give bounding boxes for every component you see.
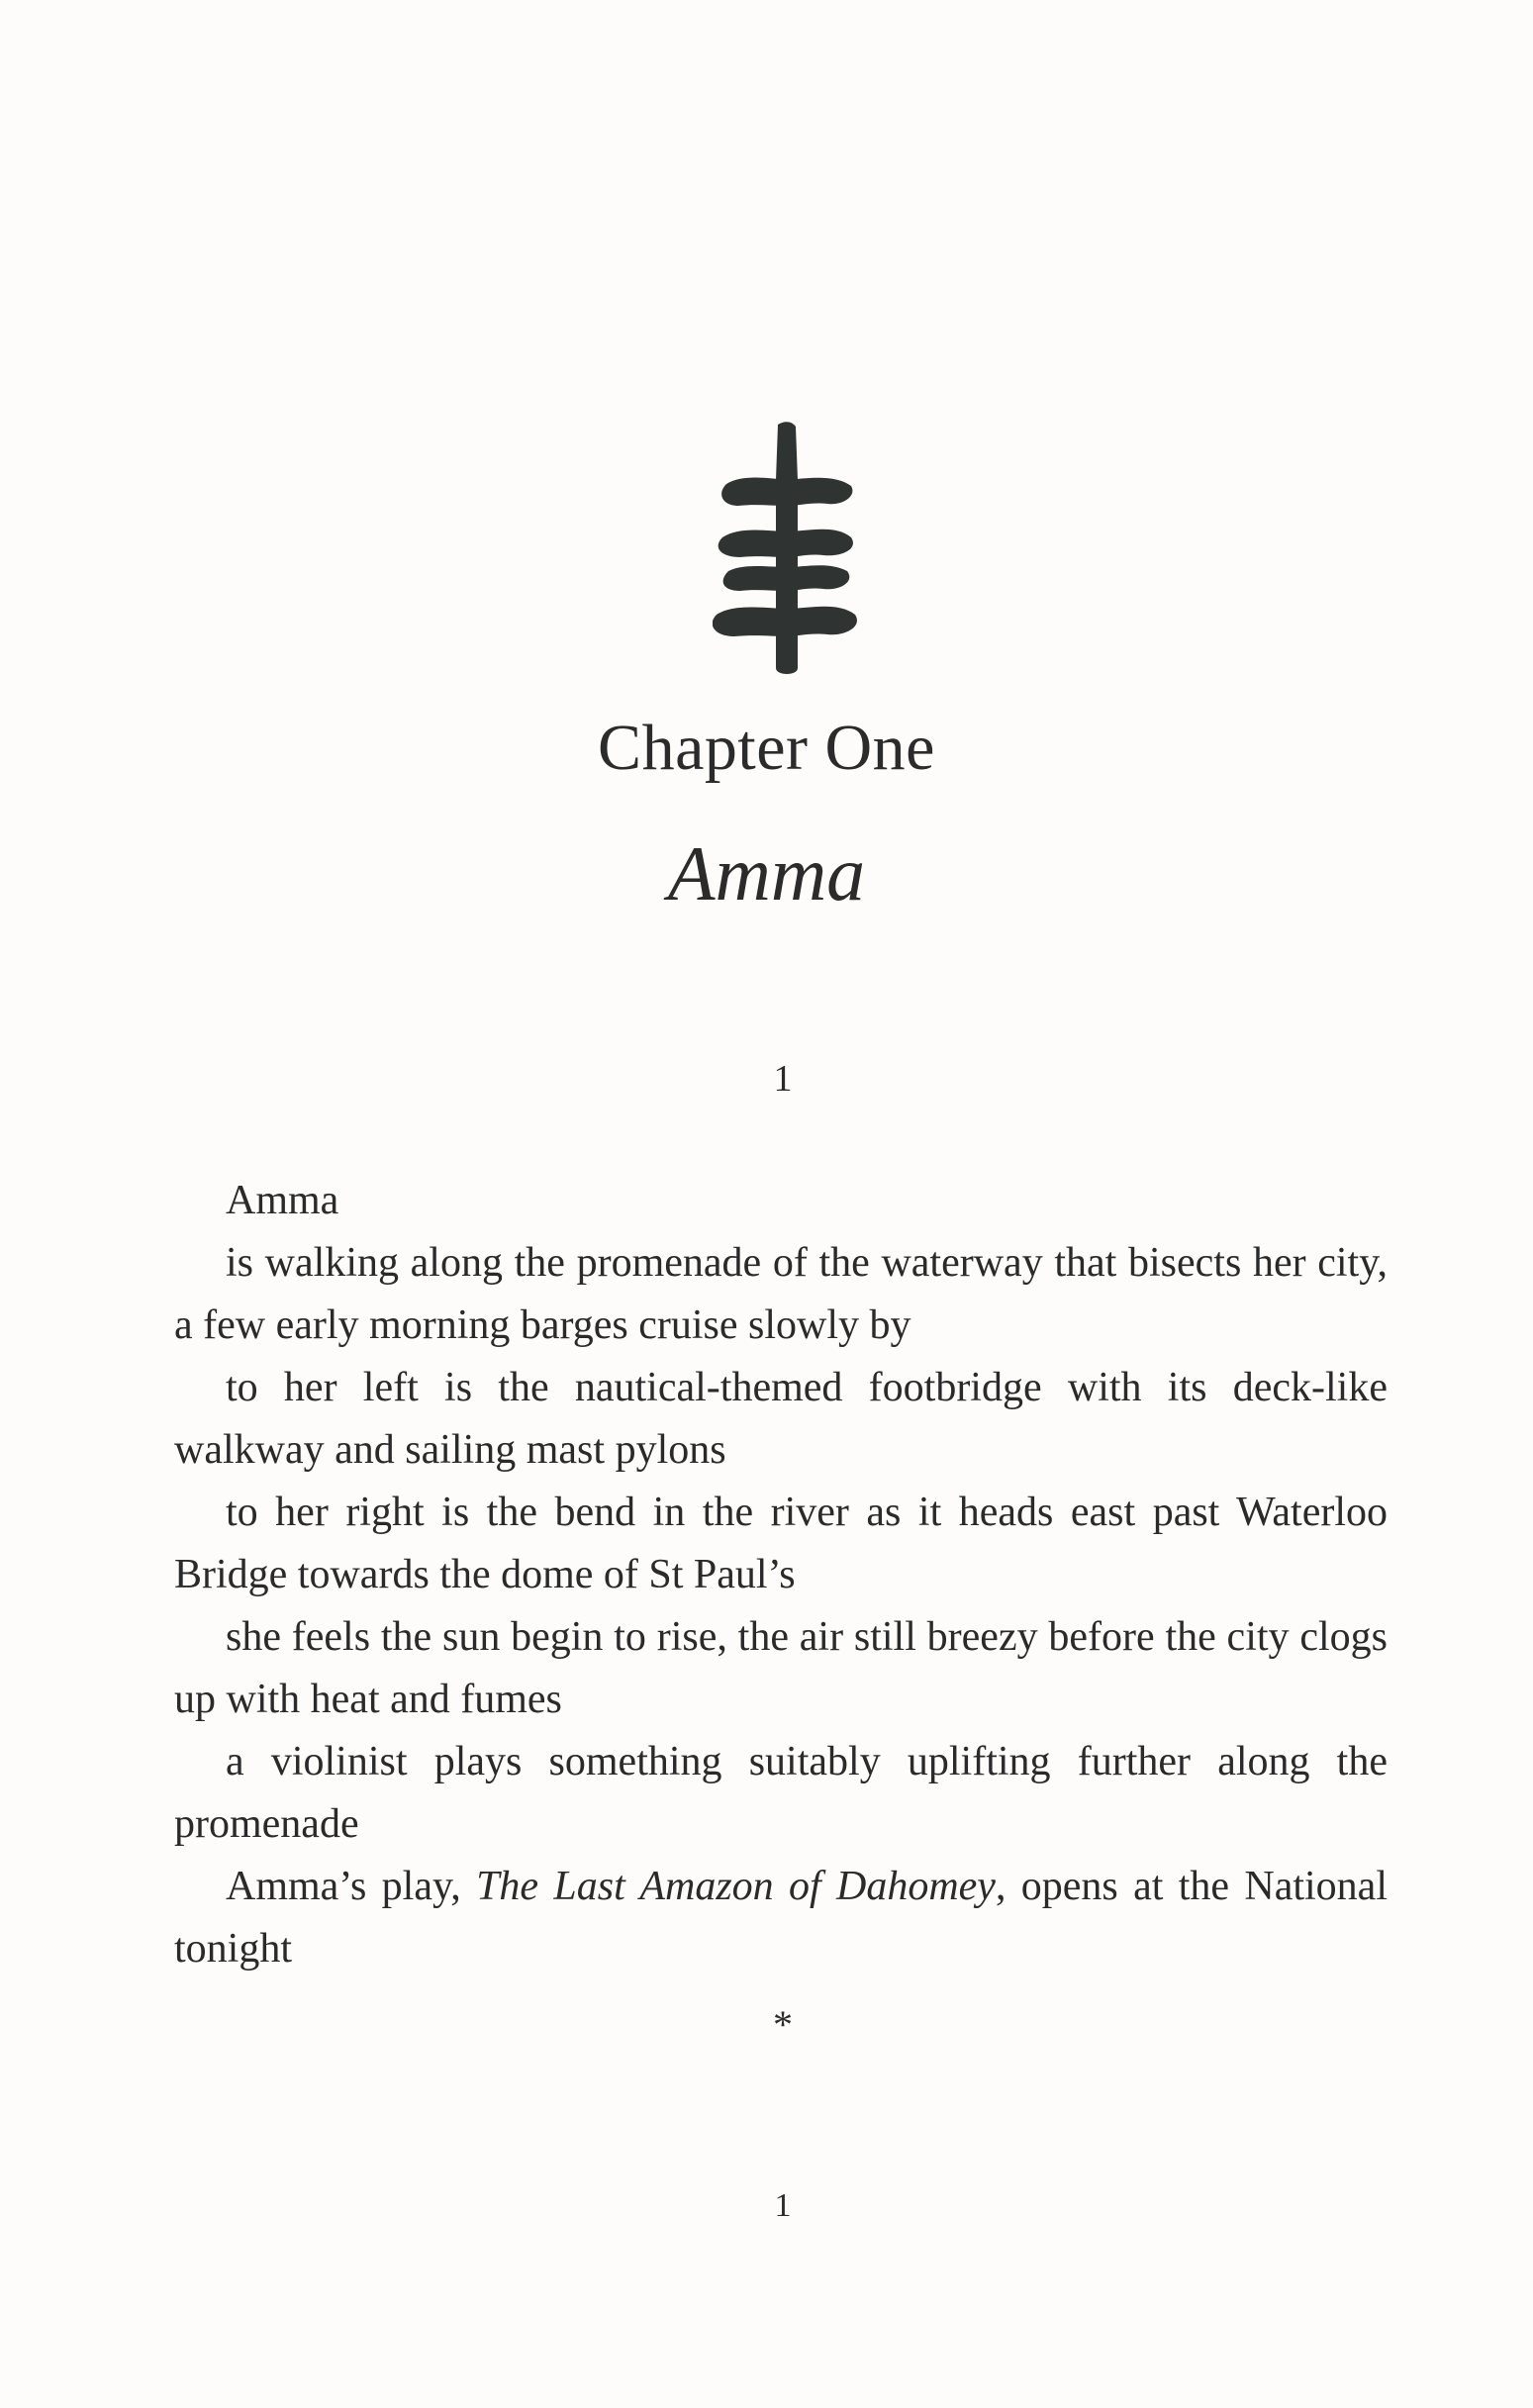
chapter-ornament-icon [713, 421, 861, 678]
section-number: 1 [773, 1058, 793, 1100]
paragraph: she feels the sun begin to rise, the air still breezy before the city clogs up with heat and fumes [174, 1614, 1388, 1722]
paragraph-text-before: Amma’s play, [226, 1864, 477, 1909]
chapter-title: Amma [667, 830, 866, 916]
paragraph: to her right is the bend in the river as it heads east past Waterloo Bridge towards the dome of St Paul’s [174, 1490, 1388, 1597]
paragraph: is walking along the promenade of the waterway that bisects her city, a few early morning barges cruise slowly by [174, 1240, 1388, 1348]
page-number: 1 [774, 2187, 792, 2224]
paragraph: Amma [226, 1178, 339, 1223]
paragraph-text-after: , opens at the National tonight [174, 1864, 1388, 1972]
body-text [174, 1170, 1388, 1980]
play-title: The Last Amazon of Dahomey [476, 1864, 996, 1909]
paragraph: to her left is the nautical-themed footbridge with its deck-like walkway and sailing mast pylons [174, 1365, 1388, 1473]
paragraph: a violinist plays something suitably uplifting further along the promenade [174, 1739, 1388, 1847]
paragraph-play-title [174, 1856, 1388, 1980]
scene-break: * [773, 2002, 793, 2047]
chapter-label: Chapter One [598, 712, 935, 784]
